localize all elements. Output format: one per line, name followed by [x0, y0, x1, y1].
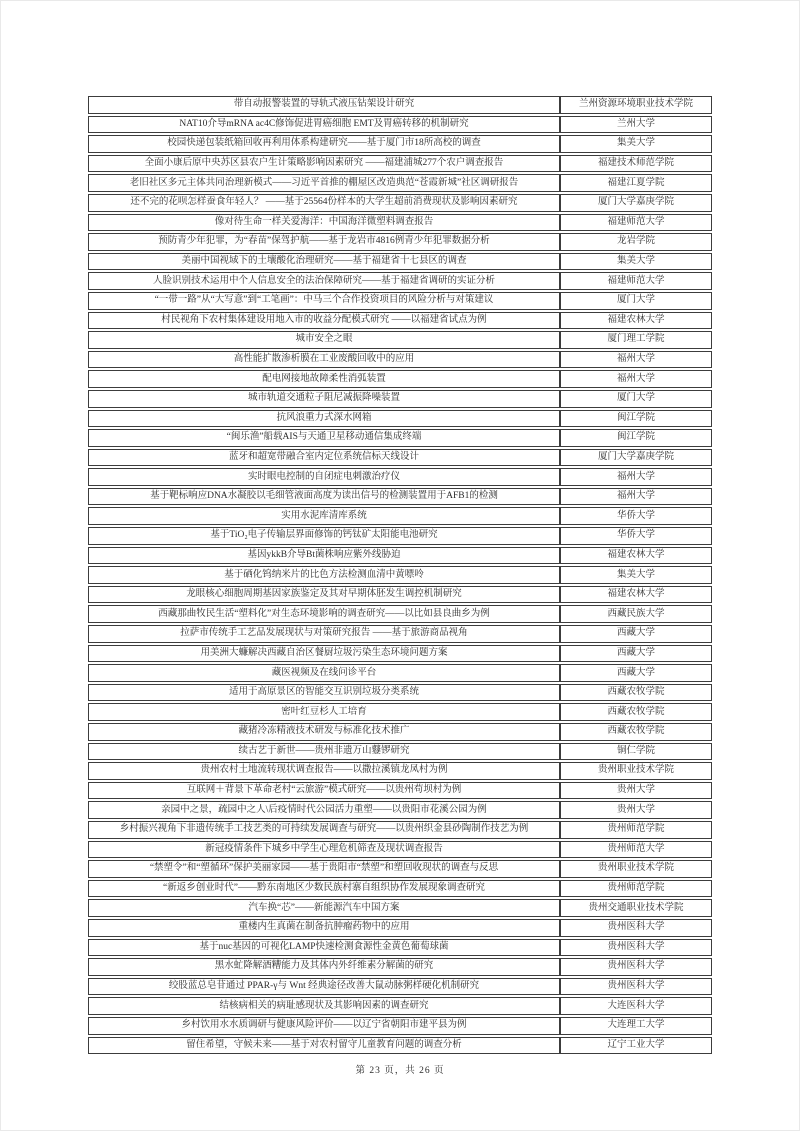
table-row — [88, 527, 712, 545]
institution-cell: 贵州师范学院 — [560, 880, 712, 898]
project-title-cell: 黑水虻降解酒糟能力及其体内外纤维素分解菌的研究 — [88, 958, 560, 976]
project-title-cell: “新返乡创业时代”——黔东南地区少数民族村寨自组织协作发展现象调查研究 — [88, 880, 560, 898]
project-title-cell: 适用于高原景区的智能交互识别垃圾分类系统 — [88, 684, 560, 702]
project-title-cell: 结核病相关的病耻感现状及其影响因素的调查研究 — [88, 997, 560, 1015]
institution-cell: 厦门大学 — [560, 292, 712, 310]
institution-cell: 福州大学 — [560, 488, 712, 506]
table-row — [88, 586, 712, 604]
table-row — [88, 880, 712, 898]
table-row — [88, 331, 712, 349]
institution-cell: 贵州师范大学 — [560, 841, 712, 859]
projects-table — [88, 94, 712, 1056]
institution-cell: 西藏大学 — [560, 645, 712, 663]
institution-cell: 贵州医科大学 — [560, 958, 712, 976]
institution-cell: 福州大学 — [560, 468, 712, 486]
institution-cell: 贵州交通职业技术学院 — [560, 899, 712, 917]
institution-cell: 集美大学 — [560, 566, 712, 584]
table-row — [88, 351, 712, 369]
table-row — [88, 801, 712, 819]
table-row — [88, 1037, 712, 1055]
project-title-cell: 重楼内生真菌在制备抗肿瘤药物中的应用 — [88, 919, 560, 937]
project-title-cell: 村民视角下农村集体建设用地入市的收益分配模式研究 ——以福建省试点为例 — [88, 312, 560, 330]
projects-table-body — [88, 96, 712, 1054]
project-title-cell: 龙眼核心细胞周期基因家族鉴定及其对早期体胚发生调控机制研究 — [88, 586, 560, 604]
table-row — [88, 919, 712, 937]
project-title-cell: 留住希望，守候未来——基于对农村留守儿童教育问题的调查分析 — [88, 1037, 560, 1055]
table-row — [88, 312, 712, 330]
project-title-cell: 预防青少年犯罪，为“春苗”保驾护航——基于龙岩市4816例青少年犯罪数据分析 — [88, 233, 560, 251]
project-title-cell: 带自动报警装置的导轨式液压钻架设计研究 — [88, 96, 560, 114]
institution-cell: 集美大学 — [560, 135, 712, 153]
table-row — [88, 841, 712, 859]
project-title-cell: 全面小康后原中央苏区县农户生计策略影响因素研究 ——福建浦城277个农户调查报告 — [88, 155, 560, 173]
project-title-cell: 密叶红豆杉人工培育 — [88, 703, 560, 721]
institution-cell: 华侨大学 — [560, 527, 712, 545]
table-row — [88, 507, 712, 525]
table-row — [88, 684, 712, 702]
institution-cell: 贵州职业技术学院 — [560, 860, 712, 878]
project-title-cell: NAT10介导mRNA ac4C修饰促进胃癌细胞 EMT及胃癌转移的机制研究 — [88, 116, 560, 134]
institution-cell: 福州大学 — [560, 370, 712, 388]
table-row — [88, 664, 712, 682]
project-title-cell: 实用水泥库清库系统 — [88, 507, 560, 525]
project-title-cell: 贵州农村土地流转现状调查报告——以撒拉溪镇龙凤村为例 — [88, 762, 560, 780]
institution-cell: 福建师范大学 — [560, 272, 712, 290]
institution-cell: 华侨大学 — [560, 507, 712, 525]
project-title-cell: 基于靶标响应DNA水凝胶以毛细管液面高度为读出信号的检测装置用于AFB1的检测 — [88, 488, 560, 506]
institution-cell: 福州大学 — [560, 351, 712, 369]
table-row — [88, 625, 712, 643]
project-title-cell: 藏猪冷冻精液技术研发与标准化技术推广 — [88, 723, 560, 741]
institution-cell: 西藏农牧学院 — [560, 684, 712, 702]
institution-cell: 厦门理工学院 — [560, 331, 712, 349]
project-title-cell: 汽车换“芯”——新能源汽车中国方案 — [88, 899, 560, 917]
table-row — [88, 253, 712, 271]
project-title-cell: 城市安全之眼 — [88, 331, 560, 349]
project-title-cell: 基因ykkB介导Bt菌株响应紫外线胁迫 — [88, 547, 560, 565]
project-title-cell: 美丽中国视域下的土壤酸化治理研究——基于福建省十七县区的调查 — [88, 253, 560, 271]
institution-cell: 厦门大学嘉庚学院 — [560, 194, 712, 212]
table-row — [88, 860, 712, 878]
table-row — [88, 410, 712, 428]
project-title-cell: 西藏那曲牧民生活“塑料化”对生态环境影响的调查研究——以比如县良曲乡为例 — [88, 605, 560, 623]
table-row — [88, 605, 712, 623]
table-row — [88, 390, 712, 408]
institution-cell: 福建农林大学 — [560, 586, 712, 604]
table-row — [88, 449, 712, 467]
project-title-cell: 乡村饮用水水质调研与健康风险评价——以辽宁省朝阳市建平县为例 — [88, 1017, 560, 1035]
project-title-cell: “闽乐渔”船载AIS与天通卫星移动通信集成终端 — [88, 429, 560, 447]
institution-cell: 铜仁学院 — [560, 743, 712, 761]
table-row — [88, 899, 712, 917]
table-row — [88, 978, 712, 996]
project-title-cell: 蓝牙和超宽带融合室内定位系统信标天线设计 — [88, 449, 560, 467]
project-title-cell: 乡村振兴视角下非遗传统手工技艺类的可持续发展调查与研究——以贵州织金县砂陶制作技艺为例 — [88, 821, 560, 839]
institution-cell: 贵州医科大学 — [560, 978, 712, 996]
institution-cell: 西藏民族大学 — [560, 605, 712, 623]
institution-cell: 贵州师范学院 — [560, 821, 712, 839]
table-row — [88, 194, 712, 212]
project-title-cell: 实时眼电控制的自闭症电刺激治疗仪 — [88, 468, 560, 486]
table-row — [88, 155, 712, 173]
project-title-cell: 亲园中之景，疏园中之人\后疫情时代公园活力重塑——以贵阳市花溪公园为例 — [88, 801, 560, 819]
project-title-cell: 基于硒化钨纳米片的比色方法检测血清中黄嘌呤 — [88, 566, 560, 584]
institution-cell: 兰州资源环境职业技术学院 — [560, 96, 712, 114]
institution-cell: 厦门大学嘉庚学院 — [560, 449, 712, 467]
project-title-cell: 高性能扩散渗析膜在工业废酸回收中的应用 — [88, 351, 560, 369]
page-number-footer: 第 23 页，共 26 页 — [355, 1066, 445, 1076]
institution-cell: 贵州医科大学 — [560, 919, 712, 937]
institution-cell: 贵州大学 — [560, 782, 712, 800]
table-row — [88, 997, 712, 1015]
table-row — [88, 135, 712, 153]
project-title-cell: 绞股蓝总皂苷通过 PPAR-γ与 Wnt 经典途径改善大鼠动脉粥样硬化机制研究 — [88, 978, 560, 996]
table-row — [88, 174, 712, 192]
table-row — [88, 645, 712, 663]
project-title-cell: 城市轨道交通粒子阻尼减振降噪装置 — [88, 390, 560, 408]
table-row — [88, 233, 712, 251]
institution-cell: 辽宁工业大学 — [560, 1037, 712, 1055]
project-title-cell: 基于nuc基因的可视化LAMP快速检测食源性金黄色葡萄球菌 — [88, 939, 560, 957]
table-row — [88, 743, 712, 761]
institution-cell: 贵州大学 — [560, 801, 712, 819]
table-row — [88, 468, 712, 486]
institution-cell: 兰州大学 — [560, 116, 712, 134]
table-row — [88, 116, 712, 134]
project-title-cell: 还不完的花呗怎样蚕食年轻人？ ——基于25564份样本的大学生超前消费现状及影响因素研究 — [88, 194, 560, 212]
table-row — [88, 703, 712, 721]
project-title-cell: 人脸识别技术运用中个人信息安全的法治保障研究——基于福建省调研的实证分析 — [88, 272, 560, 290]
table-row — [88, 762, 712, 780]
institution-cell: 闽江学院 — [560, 410, 712, 428]
institution-cell: 福建技术师范学院 — [560, 155, 712, 173]
project-title-cell: 藏医视频及在线问诊平台 — [88, 664, 560, 682]
institution-cell: 西藏大学 — [560, 664, 712, 682]
institution-cell: 贵州医科大学 — [560, 939, 712, 957]
project-title-cell: 校园快递包装纸箱回收再利用体系构建研究——基于厦门市18所高校的调查 — [88, 135, 560, 153]
project-title-cell: 抗风浪重力式深水网箱 — [88, 410, 560, 428]
project-title-cell: 拉萨市传统手工艺品发展现状与对策研究报告 ——基于旅游商品视角 — [88, 625, 560, 643]
project-title-cell: 老旧社区多元主体共同治理新模式——习近平首推的棚屋区改造典范“苍霞新城”社区调研报告 — [88, 174, 560, 192]
institution-cell: 西藏农牧学院 — [560, 723, 712, 741]
table-row — [88, 272, 712, 290]
institution-cell: 集美大学 — [560, 253, 712, 271]
project-title-cell: 互联网＋背景下革命老村“云旅游”模式研究——以贵州苟坝村为例 — [88, 782, 560, 800]
table-row — [88, 821, 712, 839]
table-row — [88, 292, 712, 310]
institution-cell: 福建师范大学 — [560, 214, 712, 232]
table-row — [88, 958, 712, 976]
institution-cell: 福建农林大学 — [560, 547, 712, 565]
table-row — [88, 1017, 712, 1035]
institution-cell: 闽江学院 — [560, 429, 712, 447]
institution-cell: 厦门大学 — [560, 390, 712, 408]
project-title-cell: 新冠疫情条件下城乡中学生心理危机筛查及现状调查报告 — [88, 841, 560, 859]
project-title-cell: “禁塑令”和“塑循环”保护美丽家园——基于贵阳市“禁塑”和塑回收现状的调查与反思 — [88, 860, 560, 878]
table-row — [88, 429, 712, 447]
institution-cell: 贵州职业技术学院 — [560, 762, 712, 780]
institution-cell: 福建农林大学 — [560, 312, 712, 330]
table-row — [88, 723, 712, 741]
institution-cell: 龙岩学院 — [560, 233, 712, 251]
table-row — [88, 96, 712, 114]
table-row — [88, 566, 712, 584]
project-title-cell: 基于TiO₂电子传输层界面修饰的钙钛矿太阳能电池研究 — [88, 527, 560, 545]
project-title-cell: 用美洲大蠊解决西藏自治区餐厨垃圾污染生态环境问题方案 — [88, 645, 560, 663]
table-row — [88, 370, 712, 388]
institution-cell: 大连理工大学 — [560, 1017, 712, 1035]
table-row — [88, 547, 712, 565]
table-row — [88, 214, 712, 232]
project-title-cell: 像对待生命一样关爱海洋：中国海洋微塑料调查报告 — [88, 214, 560, 232]
table-row — [88, 782, 712, 800]
project-title-cell: 配电网接地故障柔性消弧装置 — [88, 370, 560, 388]
institution-cell: 大连医科大学 — [560, 997, 712, 1015]
project-title-cell: 续古艺于新世——贵州非遗万山鼟锣研究 — [88, 743, 560, 761]
institution-cell: 西藏大学 — [560, 625, 712, 643]
project-title-cell: “一带一路”从“大写意”到“工笔画”：中马三个合作投资项目的风险分析与对策建议 — [88, 292, 560, 310]
table-row — [88, 939, 712, 957]
institution-cell: 西藏农牧学院 — [560, 703, 712, 721]
table-row — [88, 488, 712, 506]
institution-cell: 福建江夏学院 — [560, 174, 712, 192]
